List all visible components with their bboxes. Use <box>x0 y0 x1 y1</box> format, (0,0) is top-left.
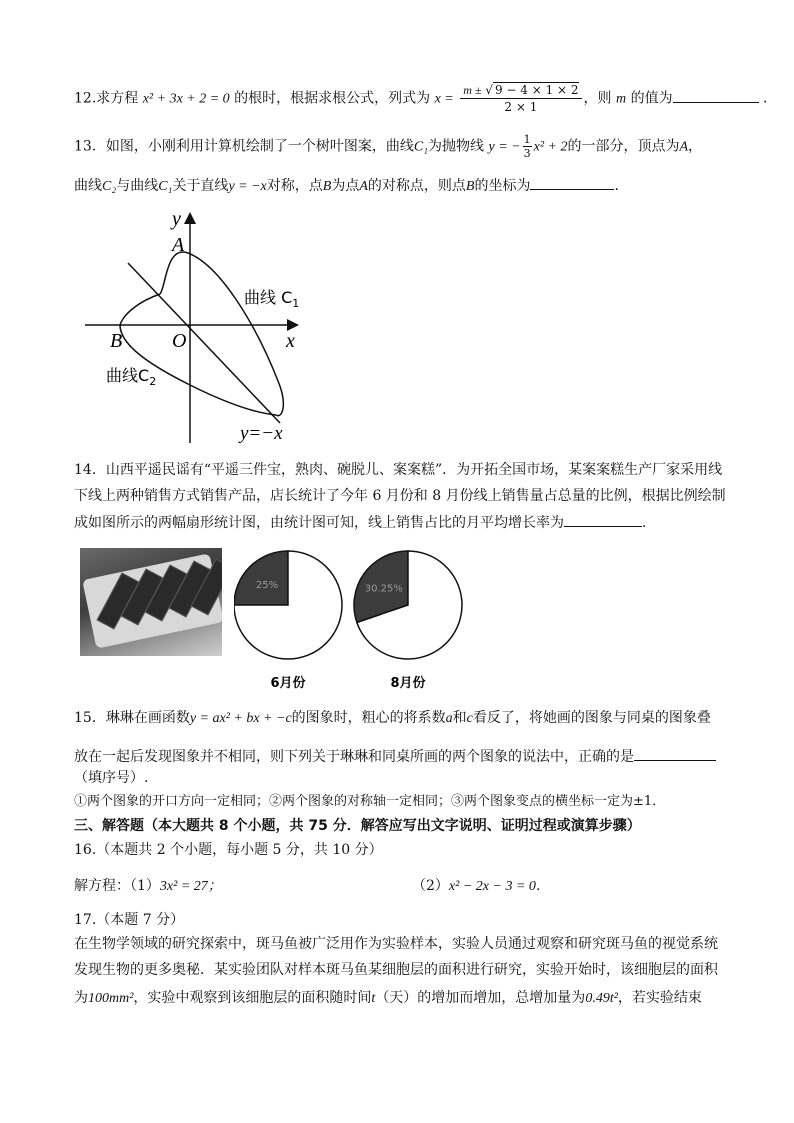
question-14-line-2: 下线上两种销售方式销售产品，店长统计了今年 6 月份和 8 月份线上销售量占总量的比例，根据比例绘制 <box>74 488 726 504</box>
question-13-line-2: 曲线C₂与曲线C₁关于直线y = −x对称，点B为点A的对称点，则点B的坐标为 . <box>74 175 619 197</box>
question-17-line-3: 为100mm²，实验中观察到该细胞层的面积随时间t（天）的增加而增加，总增加量为0.49t²，若实验结束 <box>74 990 702 1006</box>
question-15-line-1: 15．琳琳在画函数y = ax² + bx + −c的图象时，粗心的将系数a和c看反了，将她画的图象与同桌的图象叠 <box>74 710 711 726</box>
pie-august <box>354 551 462 691</box>
question-17-line-2: 发现生物的更多奥秘．某实验团队对样本斑马鱼某细胞层的面积进行研究，实验开始时，该细胞层的面积 <box>74 962 718 978</box>
label-curve-c1: 曲线 $C_1$ <box>244 288 300 310</box>
question-number: 12. <box>74 90 97 107</box>
section-heading: 三、解答题（本大题共 8 个小题，共 75 分．解答应写出文字说明、证明过程或演算步骤） <box>74 818 641 834</box>
question-12: 12.求方程 x² + 3x + 2 = 0 的根时，根据求根公式，列式为 x = $\frac{m \pm √ 9 - 4 \times 1 \times 2}{2 \times 1}$ ，则 m 的值为 . <box>74 83 768 114</box>
pie-slice-label: 30.25% <box>364 583 403 595</box>
answer-blank[interactable] <box>564 512 642 527</box>
label-o: O <box>172 330 187 352</box>
question-14-line-1: 14．山西平遥民谣有“平遥三件宝，熟肉、碗脱儿、案案糕”．为开拓全国市场，某案案糕生产厂家采用线 <box>74 462 723 478</box>
question-17-title: 17.（本题 7 分） <box>74 912 185 928</box>
answer-blank[interactable] <box>530 175 614 190</box>
label-x: x <box>286 330 295 352</box>
coefficient-fraction: $\frac{1}{3}$ <box>523 133 531 160</box>
answer-blank[interactable] <box>634 746 716 761</box>
pie-slice-label: 25% <box>255 579 279 591</box>
cake-photo <box>80 548 222 656</box>
line-y-neg-x <box>128 263 280 423</box>
curve-c2 <box>120 294 276 415</box>
pie-charts <box>234 545 474 695</box>
root-formula-fraction: $\frac{m \pm √ 9 - 4 \times 1 \times 2}{2 \times 1}$ <box>460 82 581 115</box>
label-curve-c2: 曲线$C_2$ <box>106 366 157 388</box>
question-13-line-1: 13．如图，小刚利用计算机绘制了一个树叶图案，曲线C₁为抛物线 y = − $\frac{1}{3}$ x² + 2的一部分，顶点为A， <box>74 133 703 160</box>
question-16-parts: 解方程：（1）3x² = 27； <box>74 878 222 894</box>
question-16-part-2: （2）x² − 2x − 3 = 0． <box>412 878 550 894</box>
question-15-line-2: 放在一起后发现图象并不相同，则下列关于琳琳和同桌所画的两个图象的说法中，正确的是 <box>74 746 716 767</box>
question-14-line-3: 成如图所示的两幅扇形统计图，由统计图可知，线上销售占比的月平均增长率为 . <box>74 512 646 533</box>
label-a: A <box>172 234 185 256</box>
question-15-options: ①两个图象的开口方向一定相同；②两个图象的对称轴一定相同；③两个图象变点的横坐标一定为±1． <box>74 794 666 809</box>
answer-blank[interactable] <box>673 88 759 103</box>
label-b: B <box>110 330 123 352</box>
leaf-figure <box>80 205 310 445</box>
label-line: y=−x <box>240 423 283 444</box>
pie-slice <box>234 551 288 605</box>
question-15-line-3: （填序号）. <box>74 770 149 786</box>
pie-title: 6月份 <box>270 676 306 691</box>
pie-title: 8月份 <box>390 676 426 691</box>
pie-june <box>234 551 342 691</box>
question-17-line-1: 在生物学领域的研究探索中，斑马鱼被广泛用作为实验样本，实验人员通过观察和研究斑马鱼的视觉系统 <box>74 936 718 952</box>
label-y: y <box>172 208 181 230</box>
question-16-title: 16.（本题共 2 个小题，每小题 5 分，共 10 分） <box>74 842 383 858</box>
equation: x² + 3x + 2 = 0 <box>142 91 230 107</box>
